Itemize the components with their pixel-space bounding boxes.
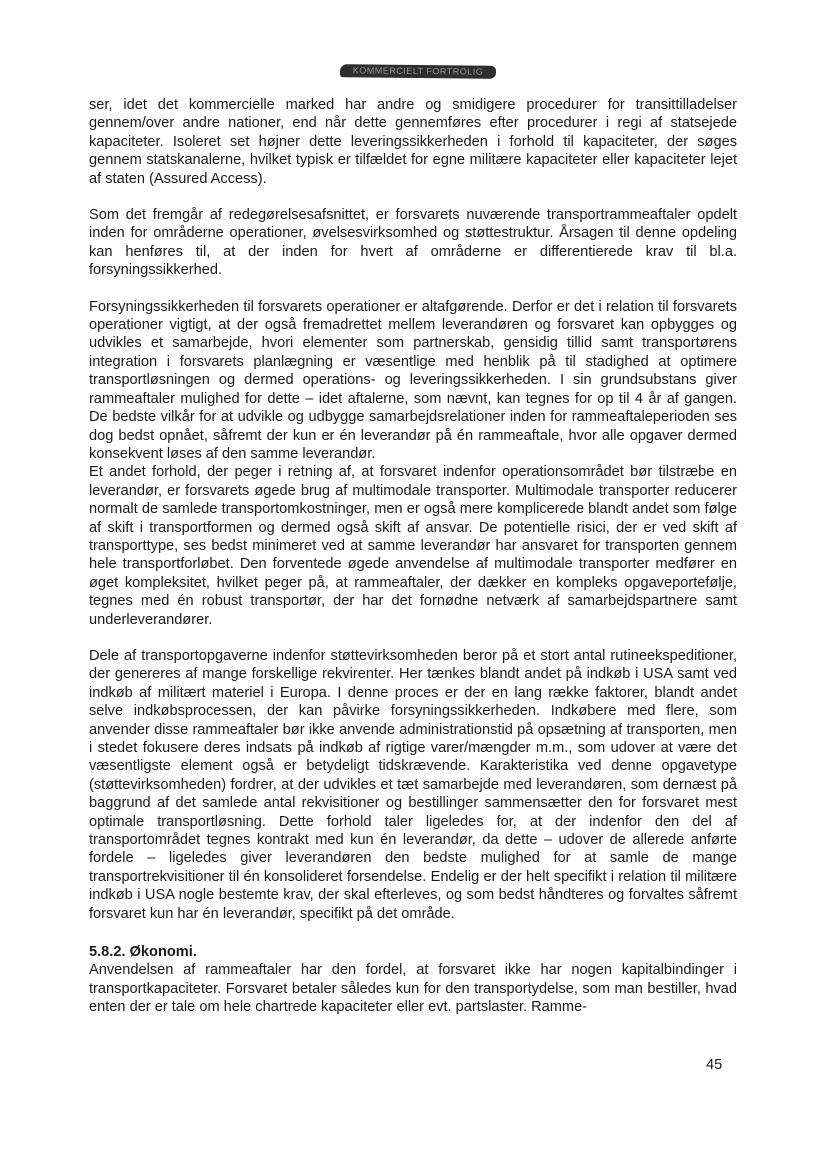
paragraph-framework-division: Som det fremgår af redegørelsesafsnittet, er forsvarets nuværende transportrammeaftaler opdelt inden for områderne operationer, øvelsesvirksomhed og støttestruktur. Årsagen til denne opdeling kan henføres til, at der inden for hvert af områderne er differentierede krav til bl.a. forsyningssikkerhed. — [89, 207, 737, 279]
paragraph-support-activities: Dele af transportopgaverne indenfor støttevirksomheden beror på et stort antal rutineekspeditioner, der genereres af mange forskellige rekvirenter. Her tænkes blandt andet på indkøb i USA samt ved indkøb af militært materiel i Europa. I denne proces er der en lang række faktorer, blandt andet selve indkøbsprocessen, der kan påvirke forsyningssikkerheden. Indkøbere med flere, som anvender disse rammeaftaler bør ikke anvende administrationstid på opsætning af transporten, men i stedet fokusere deres indsats på indkøb af rigtige varer/mængder m.m., som udover at være det væsentligste element også er betydeligt tidskrævende. Karakteristika ved denne opgavetype (støttevirksomheden) fordrer, at der udvikles et tæt samarbejde med leverandøren, som dernæst på baggrund af det samlede antal rekvisitioner og bestillinger sammensætter den for forsvaret mest optimale transportløsning. Dette forhold taler ligeledes for, at der indenfor den del af transportområdet tegnes kontrakt med kun én leverandør, da dette – udover de allerede anførte fordele – ligeledes giver leverandøren den bedste mulighed for at samle de mange transportrekvisitioner til én konsolideret forsendelse. Endelig er der helt specifikt i relation til militære indkøb i USA nogle bestemte krav, der skal efterleves, og som bedst håndteres og forvaltes såfremt forsvaret kun har én leverandør, specifikt på det område. — [89, 647, 737, 922]
confidential-stamp — [340, 64, 496, 79]
body-text — [89, 96, 737, 1017]
stamp-text: KOMMERCIELT FORTROLIG — [352, 65, 484, 77]
paragraph-economy: Anvendelsen af rammeaftaler har den fordel, at forsvaret ikke har nogen kapitalbindinger i transportkapaciteter. Forsvaret betaler således kun for den transportydelse, som man bestiller, hvad enten der er tale om hele chartrede kapaciteter eller evt. partslaster. Ramme- — [89, 962, 737, 1016]
page-number: 45 — [706, 1057, 723, 1073]
paragraph-multimodal: Et andet forhold, der peger i retning af, at forsvaret indenfor operationsområdet bør tilstræbe en leverandør, er forsvarets øgede brug af multimodale transporter. Multimodale transporter reducerer normalt de samlede transportomkostninger, men er også mere komplicerede blandt andet som følge af skift i transportformen og dermed også skift af ansvar. De potentielle risici, der er ved skift af transporttype, ses bedst minimeret ved at samme leverandør har ansvaret for transporten gennem hele transportforløbet. Den forventede øgede anvendelse af multimodale transporter medfører en øget kompleksitet, hvilket peger på, at rammeaftaler, der dækker en kompleks opgaveportefølje, tegnes med én robust transportør, der har det fornødne netværk af samarbejdspartnere samt underleverandører. — [89, 464, 737, 628]
paragraph-transit: ser, idet det kommercielle marked har andre og smidigere procedurer for transittilladelser gennem/over andre nationer, end når dette gennemføres efter procedurer i regi af statsejede kapaciteter. Isoleret set højner dette leveringssikkerheden i forhold til kapaciteter, der søges gennem statskanalerne, hvilket typisk er tilfældet for egne militære kapaciteter eller kapaciteter lejet af staten (Assured Access). — [89, 97, 737, 187]
paragraph-supply-security: Forsyningssikkerheden til forsvarets operationer er altafgørende. Derfor er det i relation til forsvarets operationer vigtigt, at der også fremadrettet mellem leverandøren og forsvaret kan opbygges og udvikles et samarbejde, hvori elementer som partnerskab, gensidig tillid samt transportørens integration i forsvarets planlægning er væsentlige med henblik på til stadighed at optimere transportløsningen og dermed operations- og leveringssikkerheden. I sin grundsubstans giver rammeaftaler mulighed for dette – idet aftalerne, som nævnt, kan tegnes for op til 4 år af gangen. De bedste vilkår for at udvikle og udbygge samarbejdsrelationer inden for rammeaftaleperioden ses dog bedst opnået, såfremt der kun er én leverandør på én rammeaftale, hvor alle opgaver dermed konsekvent løses af den samme leverandør. — [89, 298, 737, 462]
section-heading: 5.8.2. Økonomi. — [89, 944, 197, 961]
